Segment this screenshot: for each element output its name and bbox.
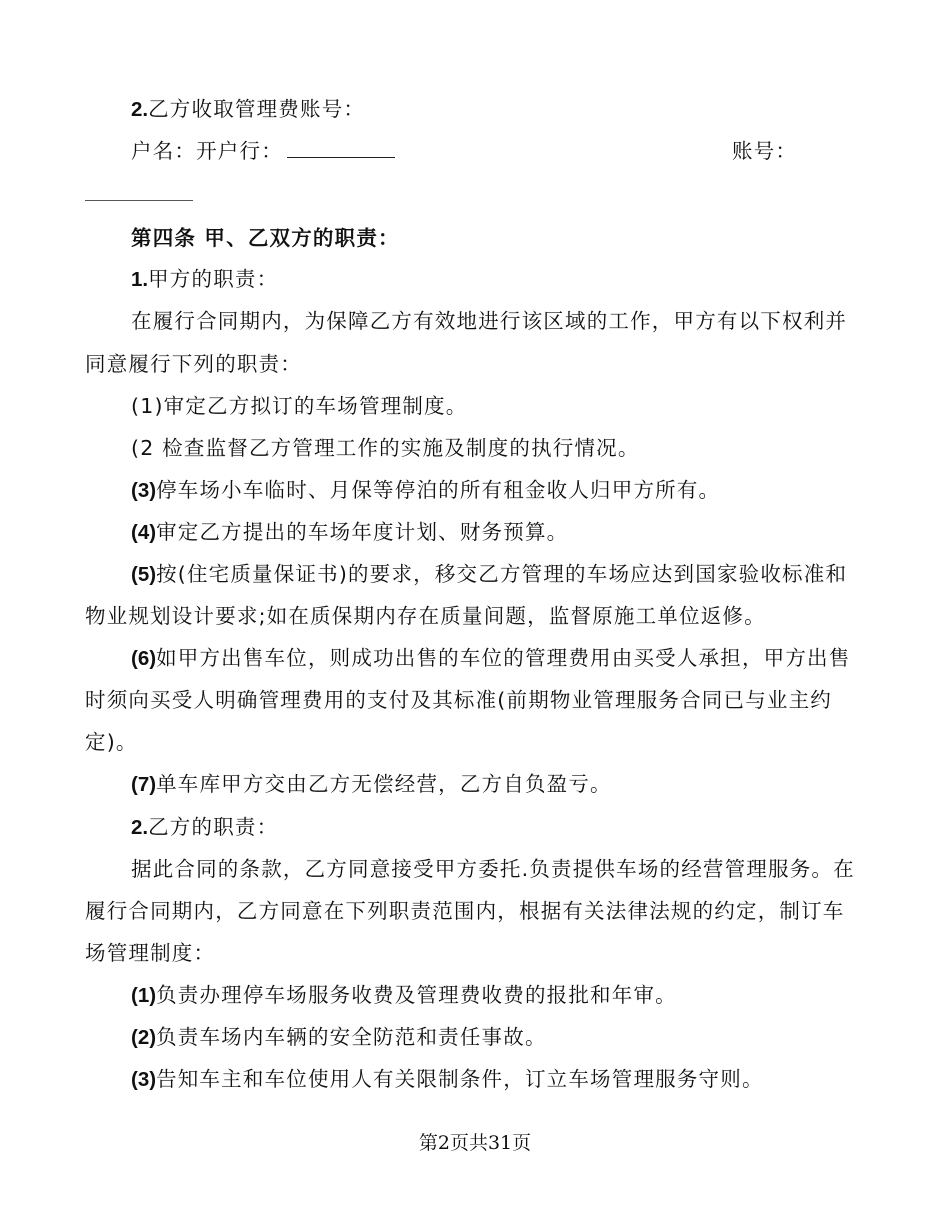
- party-a-heading: 1.甲方的职责：: [131, 267, 279, 291]
- account-number-label: 账号：: [732, 139, 798, 163]
- party-b-item-3: (3)告知车主和车位使用人有关限制条件，订立车场管理服务守则。: [131, 1067, 764, 1091]
- party-a-intro-line-2: 同意履行下列的职责：: [85, 352, 302, 376]
- party-a-item-5-cont: 物业规划设计要求;如在质保期内存在质量间题，监督原施工单位返修。: [85, 604, 766, 628]
- account-number-blank: [85, 200, 193, 201]
- party-a-item-1: (1)审定乙方拟订的车场管理制度。: [131, 394, 468, 418]
- account-heading: 2.乙方收取管理费账号：: [131, 97, 366, 121]
- party-a-item-7: (7)单车库甲方交由乙方无偿经营，乙方自负盈亏。: [131, 772, 612, 796]
- party-a-item-6: (6)如甲方出售车位，则成功出售的车位的管理费用由买受人承担，甲方出售: [131, 646, 851, 670]
- party-a-item-3: (3)停车场小车临时、月保等停泊的所有租金收人归甲方所有。: [131, 478, 721, 502]
- party-a-item-6-cont-2: 定)。: [85, 730, 138, 754]
- party-a-intro-line-1: 在履行合同期内，为保障乙方有效地进行该区域的工作，甲方有以下权利并: [131, 309, 848, 333]
- account-line: 户名：开户行：: [131, 137, 395, 165]
- party-b-item-2: (2)负责车场内车辆的安全防范和责任事故。: [131, 1025, 547, 1049]
- page-number-footer: 第2页共31页: [418, 1132, 532, 1154]
- party-a-item-5: (5)按(住宅质量保证书)的要求，移交乙方管理的车场应达到国家验收标准和: [131, 562, 848, 586]
- party-b-intro-line-2: 履行合同期内，乙方同意在下列职责范围内，根据有关法律法规的约定，制订车: [85, 899, 845, 923]
- article-4-title: 第四条 甲、乙双方的职责：: [131, 226, 400, 250]
- party-b-intro-line-1: 据此合同的条款，乙方同意接受甲方委托.负责提供车场的经营管理服务。在: [131, 857, 855, 881]
- party-b-intro-line-3: 场管理制度：: [85, 941, 216, 965]
- party-a-item-2: (2 检查监督乙方管理工作的实施及制度的执行情况。: [131, 436, 640, 460]
- party-a-item-6-cont-1: 时须向买受人明确管理费用的支付及其标准(前期物业管理服务合同已与业主约: [85, 688, 832, 712]
- party-b-heading: 2.乙方的职责：: [131, 815, 279, 839]
- bank-blank: [287, 137, 395, 158]
- party-a-item-4: (4)审定乙方提出的车场年度计划、财务预算。: [131, 520, 569, 544]
- party-b-item-1: (1)负责办理停车场服务收费及管理费收费的报批和年审。: [131, 983, 677, 1007]
